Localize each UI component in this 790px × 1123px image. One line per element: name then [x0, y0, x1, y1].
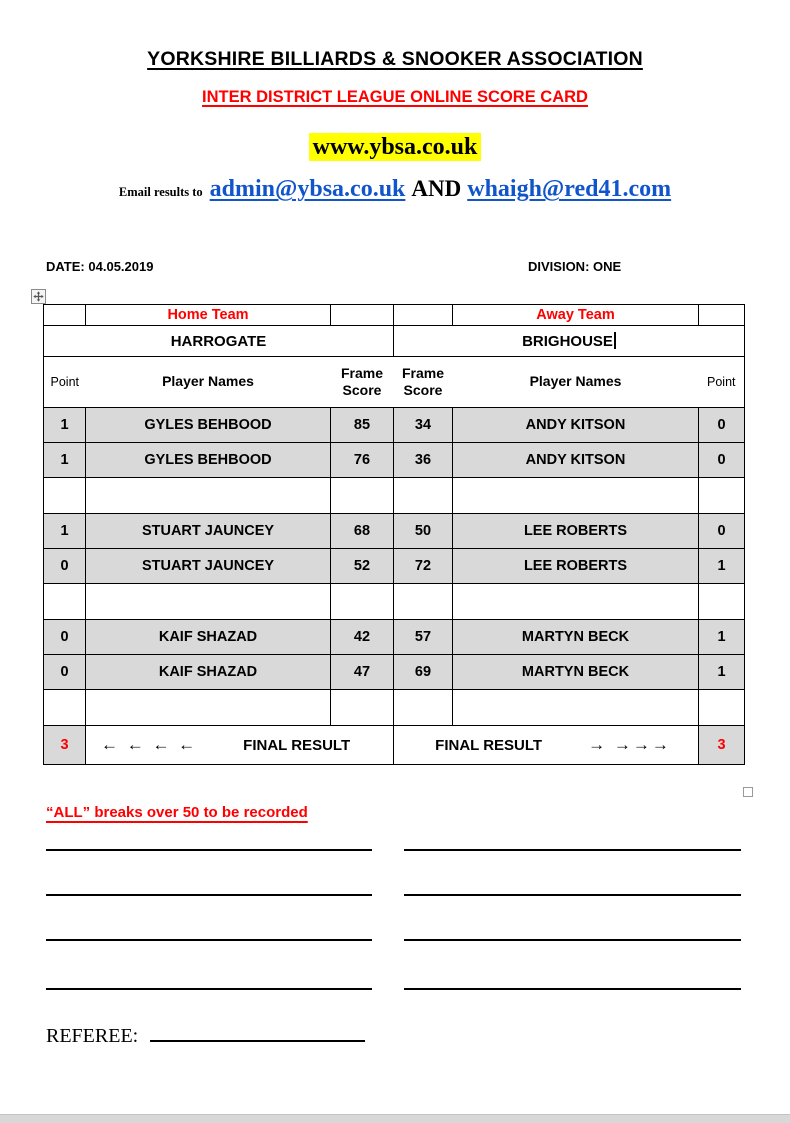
away-team-label: Away Team — [453, 305, 699, 326]
referee-signature-line[interactable] — [150, 1022, 365, 1042]
frame-cell-home-point[interactable]: 0 — [44, 620, 86, 655]
frame-cell-away-player[interactable] — [453, 584, 699, 620]
table-resize-handle-icon[interactable] — [743, 787, 753, 797]
col-header-point-right: Point — [699, 357, 745, 408]
text-cursor — [614, 332, 616, 349]
frame-cell-away-score[interactable] — [394, 478, 453, 514]
frame-row — [44, 549, 745, 584]
division-value[interactable]: ONE — [593, 259, 622, 274]
frame-row-empty — [44, 478, 745, 514]
website-highlighted-text: www.ybsa.co.uk — [309, 133, 482, 161]
frame-cell-home-player[interactable]: STUART JAUNCEY — [86, 514, 331, 549]
frame-cell-home-score[interactable]: 52 — [331, 549, 394, 584]
frame-cell-away-score[interactable] — [394, 690, 453, 726]
final-home-label-cell — [86, 726, 394, 765]
division-label: DIVISION: — [528, 259, 590, 274]
frame-row-empty — [44, 584, 745, 620]
frame-cell-home-point[interactable]: 0 — [44, 655, 86, 690]
date-value[interactable]: 04.05.2019 — [88, 259, 154, 274]
move-arrows-icon — [33, 291, 44, 302]
frame-cell-away-point[interactable]: 0 — [699, 514, 745, 549]
team-label-row — [44, 305, 745, 326]
score-table — [43, 304, 745, 765]
table-move-handle-icon[interactable] — [31, 289, 46, 304]
frame-cell-away-score[interactable]: 36 — [394, 443, 453, 478]
frame-cell-home-player[interactable]: KAIF SHAZAD — [86, 620, 331, 655]
email-conjunction-label: AND — [411, 176, 462, 201]
frame-cell-home-player[interactable] — [86, 584, 331, 620]
frame-cell-away-player[interactable]: ANDY KITSON — [453, 443, 699, 478]
frame-cell-home-score[interactable]: 85 — [331, 408, 394, 443]
frame-cell-home-score[interactable] — [331, 584, 394, 620]
break-entry-line-left[interactable] — [46, 988, 372, 990]
referee-line — [46, 1022, 365, 1048]
division-line — [528, 259, 621, 274]
column-header-row — [44, 357, 745, 408]
right-arrows-icon: → →→→ — [588, 735, 671, 754]
referee-label: REFEREE: — [46, 1025, 139, 1047]
frame-cell-away-point[interactable]: 1 — [699, 620, 745, 655]
frame-cell-away-score[interactable]: 34 — [394, 408, 453, 443]
frame-row — [44, 443, 745, 478]
final-away-points-cell[interactable]: 3 — [699, 726, 745, 765]
frame-cell-away-point[interactable] — [699, 478, 745, 514]
break-entry-line-right[interactable] — [404, 939, 741, 941]
final-result-row — [44, 726, 745, 765]
away-team-name-cell[interactable] — [394, 326, 745, 357]
col-header-frame-score-left: Frame Score — [331, 357, 394, 408]
frame-cell-home-score[interactable]: 42 — [331, 620, 394, 655]
home-team-name-cell[interactable] — [44, 326, 394, 357]
final-result-home-label: FINAL RESULT — [243, 736, 351, 754]
frame-cell-away-point[interactable] — [699, 690, 745, 726]
frame-cell-away-point[interactable]: 1 — [699, 655, 745, 690]
blank-cell — [394, 305, 453, 326]
email-prefix-label: Email results to — [118, 185, 203, 199]
page-subtitle: INTER DISTRICT LEAGUE ONLINE SCORE CARD — [202, 88, 588, 106]
page-edge-bar — [0, 1114, 790, 1123]
frame-cell-home-player[interactable]: KAIF SHAZAD — [86, 655, 331, 690]
website-line — [0, 134, 790, 161]
page-title: YORKSHIRE BILLIARDS & SNOOKER ASSOCIATION — [147, 48, 643, 70]
away-team-name: BRIGHOUSE — [522, 333, 613, 350]
frame-cell-home-score[interactable]: 47 — [331, 655, 394, 690]
left-arrows-icon: ← ← ← ← — [101, 735, 198, 754]
breaks-heading: “ALL” breaks over 50 to be recorded — [46, 804, 308, 821]
frame-cell-home-score[interactable] — [331, 478, 394, 514]
frame-cell-away-score[interactable]: 69 — [394, 655, 453, 690]
frame-cell-away-player[interactable] — [453, 478, 699, 514]
frame-cell-home-score[interactable]: 76 — [331, 443, 394, 478]
break-entry-line-right[interactable] — [404, 988, 741, 990]
date-label: DATE: — [46, 259, 85, 274]
frame-cell-away-player[interactable]: MARTYN BECK — [453, 620, 699, 655]
break-entry-line-left[interactable] — [46, 939, 372, 941]
email-instruction-line — [0, 176, 790, 203]
frame-cell-home-point[interactable]: 1 — [44, 514, 86, 549]
frame-cell-away-score[interactable]: 57 — [394, 620, 453, 655]
email-link-secondary[interactable]: whaigh@red41.com — [467, 176, 672, 202]
home-team-name: HARROGATE — [170, 332, 267, 350]
frame-cell-home-score[interactable] — [331, 690, 394, 726]
team-name-row — [44, 326, 745, 357]
frame-cell-away-player[interactable]: ANDY KITSON — [453, 408, 699, 443]
frame-cell-away-point[interactable] — [699, 584, 745, 620]
frame-row — [44, 514, 745, 549]
frame-row — [44, 620, 745, 655]
final-home-points-cell[interactable]: 3 — [44, 726, 86, 765]
frame-cell-away-player[interactable]: LEE ROBERTS — [453, 549, 699, 584]
frame-cell-home-player[interactable] — [86, 690, 331, 726]
break-entry-line-right[interactable] — [404, 849, 741, 851]
date-line — [46, 259, 153, 274]
frame-cell-home-point[interactable]: 0 — [44, 549, 86, 584]
frame-cell-away-player[interactable]: LEE ROBERTS — [453, 514, 699, 549]
blank-cell — [331, 305, 394, 326]
frame-cell-away-point[interactable]: 1 — [699, 549, 745, 584]
frame-cell-home-point[interactable] — [44, 584, 86, 620]
frames-body — [44, 408, 745, 726]
frame-cell-away-point[interactable]: 0 — [699, 408, 745, 443]
final-result-away-label: FINAL RESULT — [435, 736, 543, 754]
frame-cell-home-player[interactable]: STUART JAUNCEY — [86, 549, 331, 584]
frame-cell-away-score[interactable]: 50 — [394, 514, 453, 549]
frame-cell-away-player[interactable]: MARTYN BECK — [453, 655, 699, 690]
frame-cell-home-player[interactable]: GYLES BEHBOOD — [86, 408, 331, 443]
frame-cell-away-point[interactable]: 0 — [699, 443, 745, 478]
frame-row — [44, 655, 745, 690]
break-entry-line-right[interactable] — [404, 894, 741, 896]
col-header-frame-score-right: Frame Score — [394, 357, 453, 408]
col-header-players-left: Player Names — [86, 357, 331, 408]
frame-cell-home-point[interactable]: 1 — [44, 443, 86, 478]
frame-cell-home-point[interactable]: 1 — [44, 408, 86, 443]
break-entry-line-left[interactable] — [46, 894, 372, 896]
frame-cell-home-player[interactable]: GYLES BEHBOOD — [86, 443, 331, 478]
frame-cell-home-point[interactable] — [44, 478, 86, 514]
final-away-label-cell — [394, 726, 699, 765]
frame-cell-home-score[interactable]: 68 — [331, 514, 394, 549]
frame-row-empty — [44, 690, 745, 726]
email-link-primary[interactable]: admin@ybsa.co.uk — [209, 176, 406, 202]
home-team-label: Home Team — [86, 305, 331, 326]
frame-cell-away-player[interactable] — [453, 690, 699, 726]
frame-cell-away-score[interactable] — [394, 584, 453, 620]
blank-cell — [44, 305, 86, 326]
col-header-players-right: Player Names — [453, 357, 699, 408]
frame-cell-away-score[interactable]: 72 — [394, 549, 453, 584]
frame-row — [44, 408, 745, 443]
frame-cell-home-player[interactable] — [86, 478, 331, 514]
break-entry-line-left[interactable] — [46, 849, 372, 851]
frame-cell-home-point[interactable] — [44, 690, 86, 726]
col-header-point-left: Point — [44, 357, 86, 408]
blank-cell — [699, 305, 745, 326]
